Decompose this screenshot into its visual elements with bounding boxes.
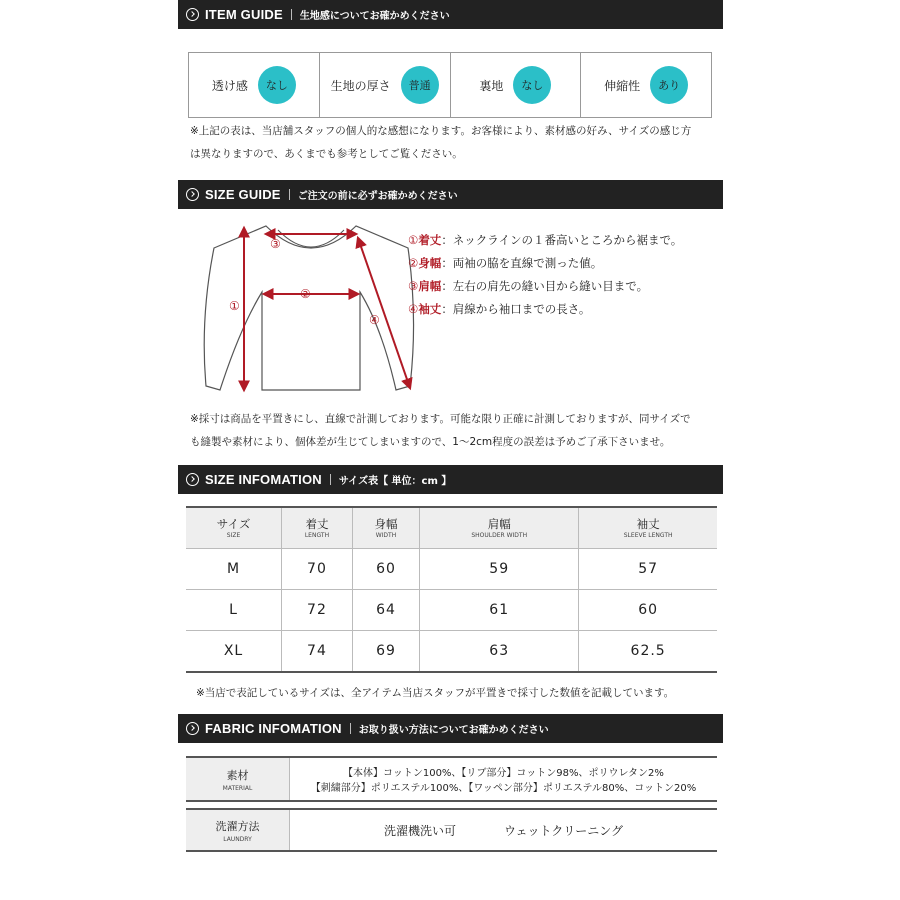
size-guide-header <box>178 180 723 209</box>
laundry-row <box>186 808 717 852</box>
table-cell: 60 <box>352 549 419 590</box>
legend-shoulder <box>408 278 648 294</box>
laundry-label-en: LAUNDRY <box>223 835 252 843</box>
laundry-wet-cleaning: ウェットクリーニング <box>503 823 624 838</box>
table-cell: 61 <box>420 590 579 631</box>
material-line: 【刺繍部分】ポリエステル100%、【ワッペン部分】ポリエステル80%、コットン20% <box>310 783 697 794</box>
legend-sleeve <box>408 301 590 317</box>
col-sleeve: 袖丈 SLEEVE LENGTH <box>579 507 717 549</box>
col-width: 身幅 WIDTH <box>352 507 419 549</box>
item-guide-note <box>190 120 691 166</box>
material-row <box>186 756 717 802</box>
laundry-machine-wash: 洗濯機洗い可 <box>383 823 456 838</box>
guide-value-badge: あり <box>650 66 688 104</box>
legend-desc: ：肩線から袖口までの長さ。 <box>441 302 591 316</box>
chevron-circle-icon <box>186 8 199 21</box>
size-guide-note <box>190 408 691 454</box>
table-cell: 63 <box>420 631 579 673</box>
material-value <box>290 758 717 800</box>
legend-key: 身幅 <box>418 256 442 270</box>
laundry-header <box>186 810 290 850</box>
chevron-circle-icon <box>186 722 199 735</box>
mark-shoulder: ③ <box>270 237 281 251</box>
divider <box>350 723 351 734</box>
guide-label: 生地の厚さ <box>330 78 391 93</box>
chevron-circle-icon <box>186 473 199 486</box>
item-guide-title: ITEM GUIDE <box>205 7 283 22</box>
chevron-circle-icon <box>186 188 199 201</box>
legend-desc: ：左右の肩先の縫い目から縫い目まで。 <box>441 279 649 293</box>
guide-cell-transparency <box>189 53 320 117</box>
shirt-measurement-diagram <box>196 218 426 402</box>
table-cell: 74 <box>282 631 353 673</box>
legend-key: 着丈 <box>418 233 442 247</box>
guide-value-badge: なし <box>258 66 296 104</box>
size-info-note: ※当店で表記しているサイズは、全アイテム当店スタッフが平置きで採寸した数値を記載しています。 <box>196 687 675 699</box>
divider <box>291 9 292 20</box>
col-shoulder: 肩幅 SHOULDER WIDTH <box>420 507 579 549</box>
size-info-header <box>178 465 723 494</box>
table-cell: 57 <box>579 549 717 590</box>
laundry-value <box>290 810 717 850</box>
guide-label: 伸縮性 <box>604 78 641 93</box>
table-cell: 59 <box>420 549 579 590</box>
table-cell: L <box>186 590 282 631</box>
table-cell: 62.5 <box>579 631 717 673</box>
size-info-subtitle: サイズ表【 単位：cm 】 <box>338 476 452 487</box>
table-cell: 72 <box>282 590 353 631</box>
legend-length <box>408 232 682 248</box>
item-guide-subtitle: 生地感についてお確かめください <box>299 11 450 22</box>
legend-key: 肩幅 <box>418 279 442 293</box>
col-size: サイズ SIZE <box>186 507 282 549</box>
size-table <box>186 506 717 673</box>
material-label: 素材 <box>226 768 249 782</box>
legend-num: ③ <box>408 279 419 293</box>
legend-desc: ：両袖の脇を直線で測った値。 <box>441 256 603 270</box>
note-line: ※上記の表は、当店舗スタッフの個人的な感想になります。お客様により、素材感の好み、サイズの感じ方 <box>190 125 692 137</box>
table-cell: 64 <box>352 590 419 631</box>
guide-cell-lining <box>451 53 582 117</box>
material-header <box>186 758 290 800</box>
table-cell: 69 <box>352 631 419 673</box>
mark-length: ① <box>229 299 240 313</box>
fabric-info-title: FABRIC INFOMATION <box>205 721 342 736</box>
table-cell: XL <box>186 631 282 673</box>
size-table-header-row <box>186 507 717 549</box>
table-row <box>186 549 717 590</box>
table-row <box>186 631 717 673</box>
divider <box>330 474 331 485</box>
legend-desc: ：ネックラインの１番高いところから裾まで。 <box>441 233 683 247</box>
table-cell: 60 <box>579 590 717 631</box>
fabric-info-subtitle: お取り扱い方法についてお確かめください <box>358 725 549 736</box>
material-line: 【本体】コットン100%、【リブ部分】コットン98%、ポリウレタン2% <box>343 768 664 779</box>
fabric-info-header <box>178 714 723 743</box>
material-label-en: MATERIAL <box>222 784 253 792</box>
table-row <box>186 590 717 631</box>
guide-value-badge: 普通 <box>401 66 439 104</box>
fabric-feel-box <box>188 52 712 118</box>
legend-width <box>408 255 602 271</box>
divider <box>289 189 290 200</box>
mark-sleeve: ④ <box>369 313 380 327</box>
table-cell: M <box>186 549 282 590</box>
col-length: 着丈 LENGTH <box>282 507 353 549</box>
note-line: ※採寸は商品を平置きにし、直線で計測しております。可能な限り正確に計測しておりますが、同サイズで <box>190 413 691 425</box>
size-info-title: SIZE INFOMATION <box>205 472 322 487</box>
note-line: も縫製や素材により、個体差が生じてしまいますので、1〜2cm程度の誤差は予めご了承下さいませ。 <box>190 436 671 448</box>
guide-cell-stretch <box>581 53 711 117</box>
guide-label: 裏地 <box>479 78 504 93</box>
item-guide-header <box>178 0 723 29</box>
laundry-label: 洗濯方法 <box>215 819 260 833</box>
legend-key: 袖丈 <box>418 302 442 316</box>
guide-value-badge: なし <box>513 66 551 104</box>
legend-num: ② <box>408 256 419 270</box>
legend-num: ① <box>408 233 419 247</box>
note-line: は異なりますので、あくまでも参考としてご覧ください。 <box>190 148 463 160</box>
mark-width: ② <box>300 287 311 301</box>
legend-num: ④ <box>408 302 419 316</box>
size-guide-subtitle: ご注文の前に必ずお確かめください <box>297 191 458 202</box>
guide-cell-thickness <box>320 53 451 117</box>
size-guide-title: SIZE GUIDE <box>205 187 281 202</box>
guide-label: 透け感 <box>211 78 248 93</box>
table-cell: 70 <box>282 549 353 590</box>
